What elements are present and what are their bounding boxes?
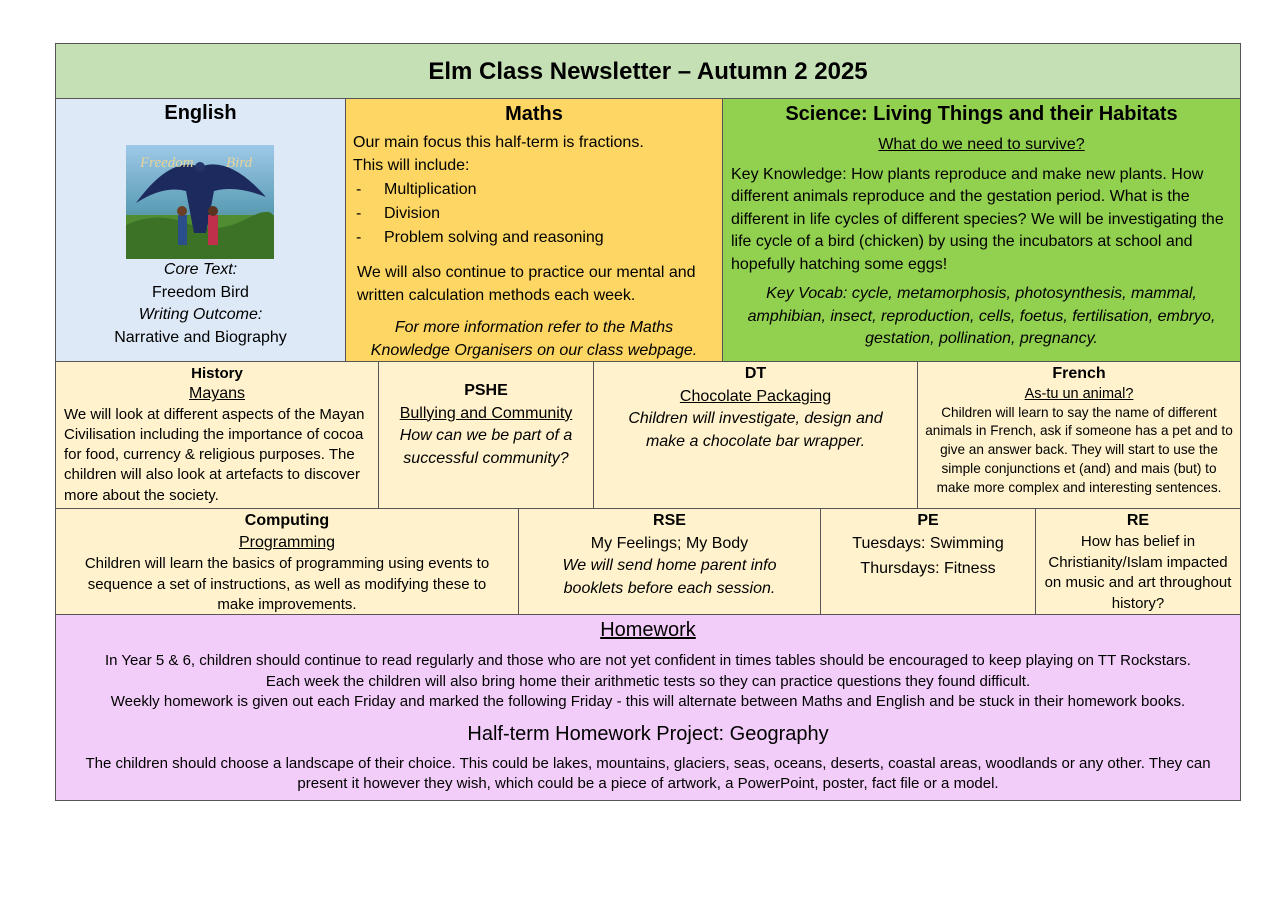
french-topic: As-tu un animal? xyxy=(1024,386,1134,402)
list-item: - Division xyxy=(356,205,441,222)
homework-title: Homework xyxy=(600,619,696,641)
rse-text: We will send home parent info booklets before each session. xyxy=(562,557,777,597)
history-title: History xyxy=(191,365,243,382)
dt-title: DT xyxy=(744,365,767,382)
science-section xyxy=(722,98,1241,362)
maths-section xyxy=(345,98,723,362)
book-cover-image xyxy=(126,145,274,259)
writing-outcome: Narrative and Biography xyxy=(114,328,287,346)
writing-outcome-label: Writing Outcome: xyxy=(138,306,263,323)
dt-section xyxy=(593,361,918,509)
re-title: RE xyxy=(1126,512,1150,529)
computing-text: Children will learn the basics of programming using events to sequence a set of instructions, as well as modifying these to make improvements. xyxy=(84,555,490,613)
rse-title: RSE xyxy=(653,512,686,529)
list-item: - Multiplication xyxy=(356,181,477,198)
pe-title: PE xyxy=(917,512,939,529)
book-title-left: Freedom xyxy=(140,155,194,171)
homework-line-2: Each week the children will also bring home their arithmetic tests so they can practice questions they found difficult. xyxy=(265,672,1031,690)
rse-section xyxy=(518,508,821,615)
pshe-section xyxy=(378,361,594,509)
science-question: What do we need to survive? xyxy=(878,136,1085,153)
homework-line-3: Weekly homework is given out each Friday and marked the following Friday - this will alternate between Maths and English and be stuck in their homework books. xyxy=(110,693,1186,710)
core-text-label: Core Text: xyxy=(163,261,238,278)
computing-topic: Programming xyxy=(238,534,336,551)
french-text: Children will learn to say the name of different animals in French, ask if someone has a pet and to give an answer back. They will start to use the simple conjunctions et (and) and mais (but) to make more complex and interesting sentences. xyxy=(925,404,1233,495)
pe-line-2: Thursdays: Fitness xyxy=(860,560,996,577)
maths-para: We will also continue to practice our mental and written calculation methods each week. xyxy=(357,264,696,304)
pshe-topic: Bullying and Community xyxy=(399,404,573,422)
science-knowledge: Key Knowledge: How plants reproduce and make new plants. How different animals reproduce and the gestation period. What is the different in life cycles of different species? We will be investigating the life cycle of a bird (chicken) by using the incubators at school and hopefully hatching some eggs! xyxy=(731,165,1224,273)
homework-section xyxy=(55,614,1241,801)
french-section xyxy=(917,361,1241,509)
history-section xyxy=(55,361,379,509)
re-text: How has belief in Christianity/Islam impacted on music and art throughout history? xyxy=(1044,533,1232,612)
re-section xyxy=(1035,508,1241,615)
pshe-title: PSHE xyxy=(464,382,508,399)
book-title-right: Bird xyxy=(226,155,253,171)
newsletter-header xyxy=(55,43,1241,99)
maths-intro-2: This will include: xyxy=(353,156,470,174)
history-topic: Mayans xyxy=(188,385,246,403)
computing-section xyxy=(55,508,519,615)
homework-project-title: Half-term Homework Project: Geography xyxy=(467,722,829,745)
rse-topic: My Feelings; My Body xyxy=(590,534,749,552)
science-vocab: Key Vocab: cycle, metamorphosis, photosynthesis, mammal, amphibian, insect, reproduction, cells, foetus, fertilisation, embryo, gestation, pollination, pregnancy. xyxy=(747,285,1216,347)
page-title: Elm Class Newsletter – Autumn 2 2025 xyxy=(428,58,868,85)
computing-title: Computing xyxy=(244,512,330,529)
core-text: Freedom Bird xyxy=(152,283,249,301)
pshe-text: How can we be part of a successful community? xyxy=(399,427,573,467)
pe-section xyxy=(820,508,1036,615)
english-details xyxy=(55,259,346,349)
maths-title: Maths xyxy=(505,103,563,125)
maths-info: For more information refer to the Maths Knowledge Organisers on our class webpage. xyxy=(370,319,698,359)
english-title: English xyxy=(164,102,237,124)
dt-text: Children will investigate, design and make a chocolate bar wrapper. xyxy=(628,410,883,450)
pe-line-1: Tuesdays: Swimming xyxy=(852,534,1004,552)
history-text: We will look at different aspects of the Mayan Civilisation including the importance of cocoa for food, currency & religious purposes. The children will also look at artefacts to discover more about the society. xyxy=(64,405,365,504)
french-title: French xyxy=(1052,365,1106,382)
science-title: Science: Living Things and their Habitats xyxy=(785,103,1178,125)
homework-line-1: In Year 5 & 6, children should continue to read regularly and those who are not yet confident in times tables should be encouraged to keep playing on TT Rockstars. xyxy=(105,652,1191,669)
maths-intro-1: Our main focus this half-term is fractions. xyxy=(353,134,644,151)
maths-list xyxy=(353,178,722,250)
dt-topic: Chocolate Packaging xyxy=(679,387,832,405)
homework-project-text: The children should choose a landscape of their choice. This could be lakes, mountains, glaciers, seas, oceans, deserts, coastal areas, woodlands or any other. They can present it however they wish, which could be a piece of artwork, a PowerPoint, poster, fact file or a model. xyxy=(85,754,1211,792)
list-item: - Problem solving and reasoning xyxy=(356,229,604,246)
